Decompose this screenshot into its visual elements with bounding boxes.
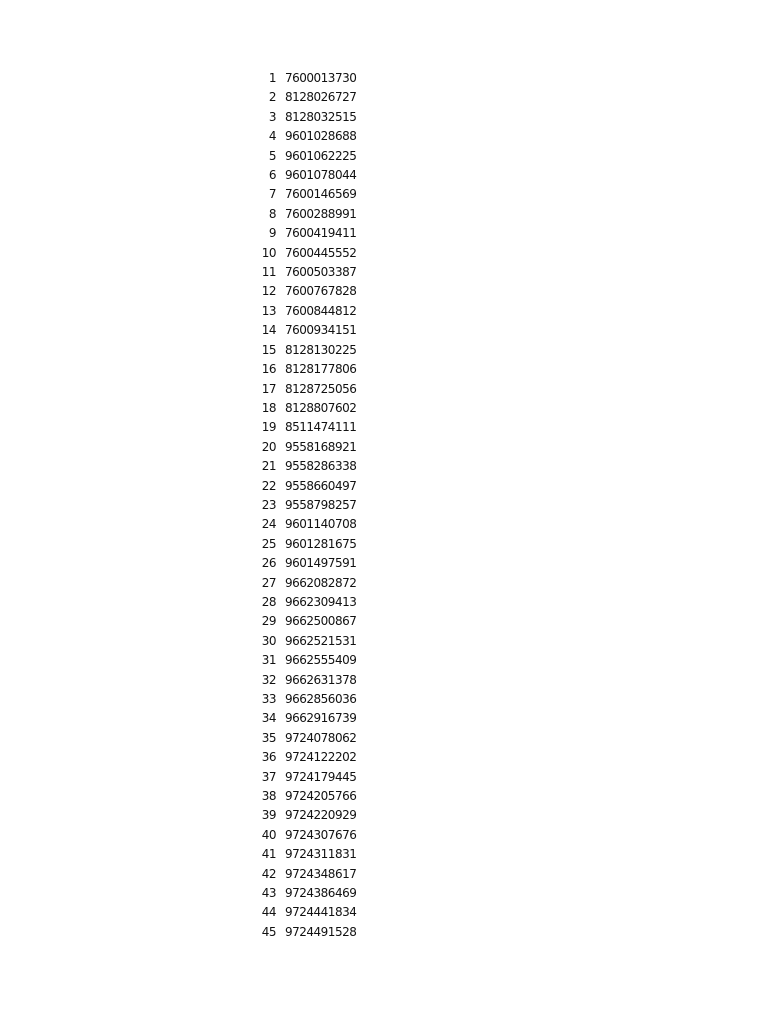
phone-number: 7600419411: [285, 226, 357, 241]
phone-number: 8128130225: [285, 342, 357, 357]
row-number: 20: [261, 439, 276, 454]
phone-number: 7600503387: [285, 265, 357, 280]
row-number: 2: [268, 90, 276, 105]
phone-number: 9662631378: [285, 672, 357, 687]
phone-number: 9662916739: [285, 711, 357, 726]
row-number: 35: [261, 730, 276, 745]
phone-number: 9662521531: [285, 633, 357, 648]
list-item: [258, 166, 378, 185]
row-number: 32: [261, 672, 276, 687]
list-item: [258, 438, 378, 457]
list-item: [258, 709, 378, 728]
phone-number: 7600288991: [285, 206, 357, 221]
list-item: [258, 806, 378, 825]
list-item: [258, 923, 378, 942]
row-number: 16: [261, 362, 276, 377]
list-item: [258, 903, 378, 922]
row-number: 10: [261, 245, 276, 260]
list-item: [258, 341, 378, 360]
list-item: [258, 535, 378, 554]
row-number: 45: [261, 924, 276, 939]
row-number: 3: [268, 109, 276, 124]
phone-number: 9601062225: [285, 148, 357, 163]
phone-number: 9558168921: [285, 439, 357, 454]
row-number: 25: [261, 536, 276, 551]
phone-number: 9724348617: [285, 866, 357, 881]
row-number: 30: [261, 633, 276, 648]
list-item: [258, 185, 378, 204]
list-item: [258, 399, 378, 418]
list-item: [258, 380, 378, 399]
phone-number: 9601078044: [285, 168, 357, 183]
row-number: 17: [261, 381, 276, 396]
list-item: [258, 282, 378, 301]
phone-number: 8128032515: [285, 109, 357, 124]
list-item: [258, 477, 378, 496]
list-item: [258, 690, 378, 709]
phone-number: 9662500867: [285, 614, 357, 629]
phone-number: 8128807602: [285, 400, 357, 415]
list-item: [258, 748, 378, 767]
list-item: [258, 205, 378, 224]
row-number: 5: [268, 148, 276, 163]
list-item: [258, 768, 378, 787]
row-number: 41: [261, 847, 276, 862]
phone-number: 9724078062: [285, 730, 357, 745]
phone-number: 7600445552: [285, 245, 357, 260]
row-number: 44: [261, 905, 276, 920]
row-number: 12: [261, 284, 276, 299]
list-item: [258, 302, 378, 321]
phone-number: 9558660497: [285, 478, 357, 493]
list-item: [258, 845, 378, 864]
row-number: 26: [261, 556, 276, 571]
phone-number: 7600767828: [285, 284, 357, 299]
list-item: [258, 632, 378, 651]
list-item: [258, 321, 378, 340]
row-number: 40: [261, 827, 276, 842]
list-item: [258, 147, 378, 166]
row-number: 21: [261, 459, 276, 474]
phone-number: 9724311831: [285, 847, 357, 862]
phone-number: 9724386469: [285, 886, 357, 901]
row-number: 34: [261, 711, 276, 726]
list-item: [258, 244, 378, 263]
phone-number: 9724441834: [285, 905, 357, 920]
list-item: [258, 515, 378, 534]
phone-number: 9724307676: [285, 827, 357, 842]
phone-number: 8128026727: [285, 90, 357, 105]
row-number: 1: [268, 71, 276, 85]
phone-number: 9724491528: [285, 924, 357, 939]
row-number: 39: [261, 808, 276, 823]
list-item: [258, 729, 378, 748]
list-item: [258, 263, 378, 282]
phone-number-list: [258, 69, 378, 942]
row-number: 15: [261, 342, 276, 357]
row-number: 22: [261, 478, 276, 493]
row-number: 37: [261, 769, 276, 784]
phone-number: 9558798257: [285, 497, 357, 512]
phone-number: 7600146569: [285, 187, 357, 202]
row-number: 19: [261, 420, 276, 435]
list-item: [258, 496, 378, 515]
row-number: 31: [261, 653, 276, 668]
row-number: 4: [268, 129, 276, 144]
list-item: [258, 554, 378, 573]
phone-number: 9601140708: [285, 517, 357, 532]
row-number: 14: [261, 323, 276, 338]
phone-number: 9662309413: [285, 594, 357, 609]
row-number: 43: [261, 886, 276, 901]
row-number: 29: [261, 614, 276, 629]
phone-number: 9724205766: [285, 789, 357, 804]
phone-number: 8128177806: [285, 362, 357, 377]
list-item: [258, 127, 378, 146]
list-item: [258, 108, 378, 127]
list-item: [258, 574, 378, 593]
phone-number: 9662082872: [285, 575, 357, 590]
row-number: 18: [261, 400, 276, 415]
list-item: [258, 651, 378, 670]
phone-number: 8128725056: [285, 381, 357, 396]
row-number: 7: [268, 187, 276, 202]
phone-number: 9601281675: [285, 536, 357, 551]
row-number: 8: [268, 206, 276, 221]
row-number: 36: [261, 750, 276, 765]
phone-number: 9662555409: [285, 653, 357, 668]
row-number: 38: [261, 789, 276, 804]
phone-number: 9724122202: [285, 750, 357, 765]
row-number: 42: [261, 866, 276, 881]
list-item: [258, 88, 378, 107]
list-item: [258, 787, 378, 806]
row-number: 33: [261, 692, 276, 706]
row-number: 28: [261, 594, 276, 609]
phone-number: 9662856036: [285, 692, 357, 706]
row-number: 24: [261, 517, 276, 532]
phone-number: 9558286338: [285, 459, 357, 474]
phone-number: 7600013730: [285, 71, 357, 85]
row-number: 6: [268, 168, 276, 183]
row-number: 11: [261, 265, 276, 280]
phone-number: 9724220929: [285, 808, 357, 823]
phone-number: 7600934151: [285, 323, 357, 338]
list-item: [258, 865, 378, 884]
list-item: [258, 593, 378, 612]
row-number: 23: [261, 497, 276, 512]
list-item: [258, 826, 378, 845]
list-item: [258, 224, 378, 243]
list-item: [258, 884, 378, 903]
list-item: [258, 69, 378, 88]
list-item: [258, 612, 378, 631]
list-item: [258, 360, 378, 379]
row-number: 27: [261, 575, 276, 590]
list-item: [258, 418, 378, 437]
phone-number: 9724179445: [285, 769, 357, 784]
row-number: 13: [261, 303, 276, 318]
phone-number: 9601497591: [285, 556, 357, 571]
row-number: 9: [268, 226, 276, 241]
list-item: [258, 671, 378, 690]
list-item: [258, 457, 378, 476]
phone-number: 8511474111: [285, 420, 357, 435]
phone-number: 9601028688: [285, 129, 357, 144]
phone-number: 7600844812: [285, 303, 357, 318]
